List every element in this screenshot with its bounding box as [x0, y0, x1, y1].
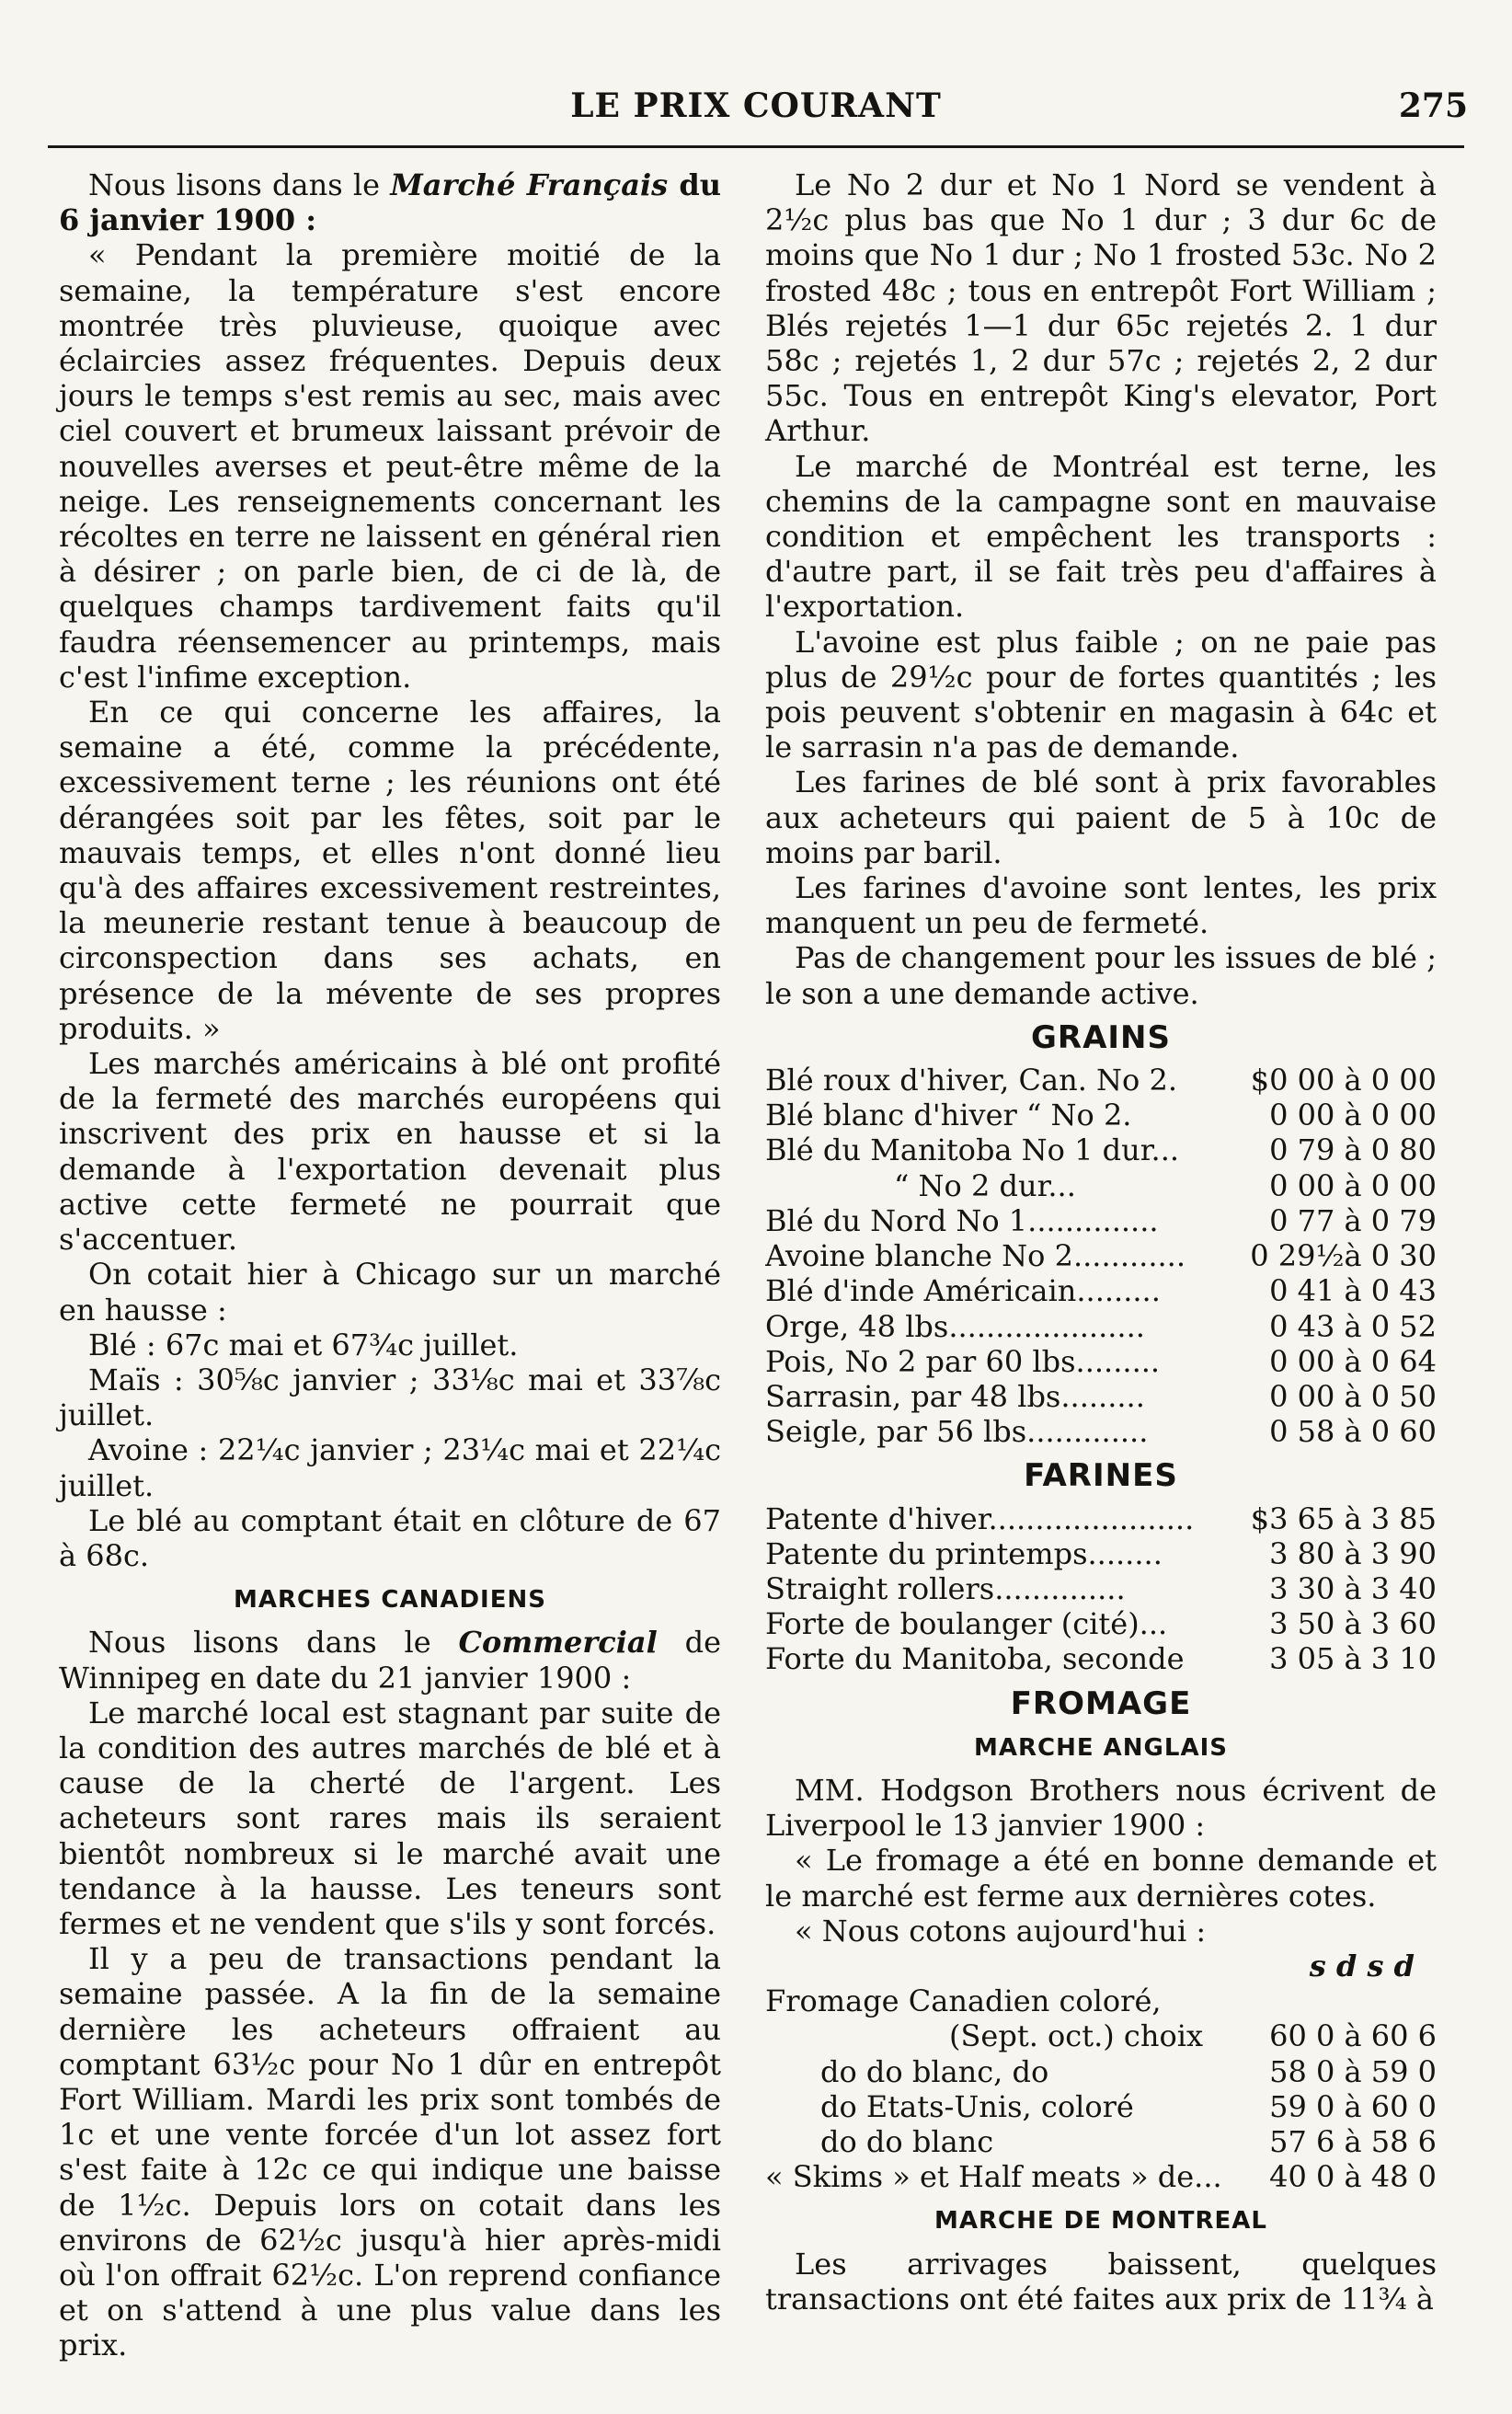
price-row: Fromage Canadien coloré,: [765, 1983, 1162, 2019]
paragraph: Le blé au comptant était en clôture de 67 à 68c.: [59, 1502, 721, 1573]
source-name: Commercial: [458, 1625, 658, 1661]
section-heading-farines: FARINES: [1024, 1457, 1178, 1495]
right-column: [765, 167, 1437, 2316]
paragraph: L'avoine est plus faible ; on ne paie pas plus de 29½c pour de fortes quantités ; les pois peuvent s'obtenir en magasin à 64c et le sarrasin n'a pas de demande.: [765, 624, 1437, 765]
price-row: Forte du Manitoba, seconde 3 05 à 3 10: [765, 1641, 1437, 1677]
price-row: Patente du printemps........ 3 80 à 3 90: [765, 1535, 1437, 1571]
farines-price-list: [765, 1501, 1437, 1677]
paragraph: Les farines de blé sont à prix favorables aux acheteurs qui paient de 5 à 10c de moins par baril.: [765, 764, 1437, 870]
paragraph: MM. Hodgson Brothers nous écrivent de Liverpool le 13 janvier 1900 :: [765, 1772, 1437, 1844]
price-row: Blé blanc d'hiver “ No 2. 0 00 à 0 00: [765, 1098, 1437, 1133]
paragraph: Nous lisons dans le Marché Français du 6 janvier 1900 :: [59, 167, 722, 238]
currency-column-header: s d s d: [1309, 1948, 1415, 1983]
price-row: Sarrasin, par 48 lbs......... 0 00 à 0 50: [765, 1378, 1437, 1414]
page-number: 275: [1398, 86, 1468, 125]
quote-paragraph: « Pendant la première moitié de la semaine, la température s'est encore montrée très pluvieuse, quoique avec éclaircies assez fréquentes. Depuis deux jours le temps s'est remis au sec, mais avec ciel couvert et brumeux laissant prévoir de nouvelles averses et peut-être même de la neige. Les renseignements concernant les récoltes en terre ne laissent en général rien à désirer ; on parle bien, de ci de là, de quelques champs tardivement faits qu'il faudra réensemencer au printemps, mais c'est l'infime exception.: [59, 237, 721, 695]
section-heading-marches-canadiens: MARCHES CANADIENS: [234, 1586, 546, 1615]
left-column: [59, 167, 721, 2363]
paragraph: « Le fromage a été en bonne demande et le marché est ferme aux dernières cotes.: [765, 1843, 1437, 1914]
price-row: do do blanc, do 58 0 à 59 0: [820, 2053, 1437, 2089]
paragraph: Nous lisons dans le Commercial de Winnipeg en date du 21 janvier 1900 :: [59, 1625, 722, 1696]
paragraph: Le No 2 dur et No 1 Nord se vendent à 2½c plus bas que No 1 dur ; 3 dur 6c de moins que No 1 dur ; No 1 frosted 53c. No 2 frosted 48c ; tous en entrepôt Fort William ; Blés rejetés 1—1 dur 65c rejetés 2. 1 dur 58c ; rejetés 1, 2 dur 57c ; rejetés 2, 2 dur 55c. Tous en entrepôt King's elevator, Port Arthur.: [765, 167, 1437, 449]
paragraph: Il y a peu de transactions pendant la semaine passée. A la fin de la semaine dernière les acheteurs offraient au comptant 63½c pour No 1 dûr en entrepôt Fort William. Mardi les prix sont tombés de 1c et une vente forcée d'un lot assez fort s'est faite à 12c ce qui indique une baisse de 1½c. Depuis lors on cotait dans les environs de 62½c jusqu'à hier après-midi où l'on offrait 62½c. L'on reprend confiance et on s'attend à une plus value dans les prix.: [59, 1941, 721, 2363]
price-row: (Sept. oct.) choix 60 0 à 60 6: [949, 2018, 1437, 2054]
source-name: Marché Français: [390, 167, 669, 202]
price-row: Blé du Nord No 1.............. 0 77 à 0 79: [765, 1202, 1437, 1238]
price-row: do Etats-Unis, coloré 59 0 à 60 0: [820, 2088, 1437, 2124]
paragraph: En ce qui concerne les affaires, la semaine a été, comme la précédente, excessivement terne ; les réunions ont été dérangées soit par les fêtes, soit par le mauvais temps, et elles n'ont donné lieu qu'à des affaires excessivement restreintes, la meunerie restant tenue à beaucoup de circonspection dans ses achats, en présence de la mévente de ses propres produits. »: [59, 695, 721, 1046]
quote-line: Maïs : 30⅝c janvier ; 33⅛c mai et 33⅞c juillet.: [59, 1362, 721, 1433]
price-row: Blé d'inde Américain......... 0 41 à 0 43: [765, 1273, 1437, 1309]
price-row: Seigle, par 56 lbs............. 0 58 à 0 60: [765, 1414, 1437, 1450]
paragraph: Le marché de Montréal est terne, les chemins de la campagne sont en mauvaise condition et empêchent les transports : d'autre part, il se fait très peu d'affaires à l'exportation.: [765, 448, 1437, 625]
section-heading-grains: GRAINS: [1031, 1018, 1171, 1056]
price-row: do do blanc 57 6 à 58 6: [820, 2123, 1437, 2159]
price-row: Pois, No 2 par 60 lbs......... 0 00 à 0 64: [765, 1343, 1437, 1379]
paragraph: Les marchés américains à blé ont profité de la fermeté des marchés européens qui inscrivent des prix en hausse et si la demande à l'exportation devenait plus active cette fermeté ne pourrait que s'accentuer.: [59, 1046, 721, 1258]
grains-price-list: [765, 1063, 1437, 1449]
paragraph: Les arrivages baissent, quelques transactions ont été faites aux prix de 11¾ à: [765, 2246, 1437, 2316]
section-heading-fromage: FROMAGE: [1010, 1684, 1192, 1722]
price-row: Straight rollers.............. 3 30 à 3 40: [765, 1570, 1437, 1606]
subheading-marche-de-montreal: MARCHE DE MONTREAL: [934, 2207, 1267, 2236]
paragraph: « Nous cotons aujourd'hui :: [795, 1913, 1207, 1948]
price-row: Orge, 48 lbs..................... 0 43 à 0 52: [765, 1308, 1437, 1344]
quote-line: Blé : 67c mai et 67¾c juillet.: [88, 1327, 519, 1362]
paragraph: Le marché local est stagnant par suite de la condition des autres marchés de blé et à cause de la cherté de l'argent. Les acheteurs sont rares mais ils seraient bientôt nombreux si le marché avait une tendance à la hausse. Les teneurs sont fermes et ne vendent que s'ils y sont forcés.: [59, 1695, 721, 1941]
price-row: « Skims » et Half meats » de... 40 0 à 48 0: [765, 2159, 1437, 2195]
price-row: Patente d'hiver...................... $3 65 à 3 85: [765, 1500, 1437, 1536]
quote-line: Avoine : 22¼c janvier ; 23¼c mai et 22¼c juillet.: [59, 1432, 721, 1503]
paragraph: Les farines d'avoine sont lentes, les prix manquent un peu de fermeté.: [765, 870, 1437, 941]
price-row: Blé du Manitoba No 1 dur... 0 79 à 0 80: [765, 1132, 1437, 1168]
subheading-marche-anglais: MARCHE ANGLAIS: [974, 1733, 1228, 1762]
price-row: Forte de boulanger (cité)... 3 50 à 3 60: [765, 1606, 1437, 1642]
price-row: Avoine blanche No 2............ 0 29½à 0 30: [765, 1238, 1437, 1274]
price-row: Blé roux d'hiver, Can. No 2. $0 00 à 0 00: [765, 1063, 1437, 1098]
price-row: “ No 2 dur... 0 00 à 0 00: [894, 1167, 1437, 1203]
paragraph: Pas de changement pour les issues de blé ; le son a une demande active.: [765, 940, 1437, 1011]
header-rule: [48, 145, 1464, 148]
running-title: LE PRIX COURANT: [570, 86, 942, 125]
paragraph: On cotait hier à Chicago sur un marché en hausse :: [59, 1257, 721, 1328]
page-header: [44, 81, 1468, 136]
cheese-price-list: [765, 1983, 1437, 2194]
